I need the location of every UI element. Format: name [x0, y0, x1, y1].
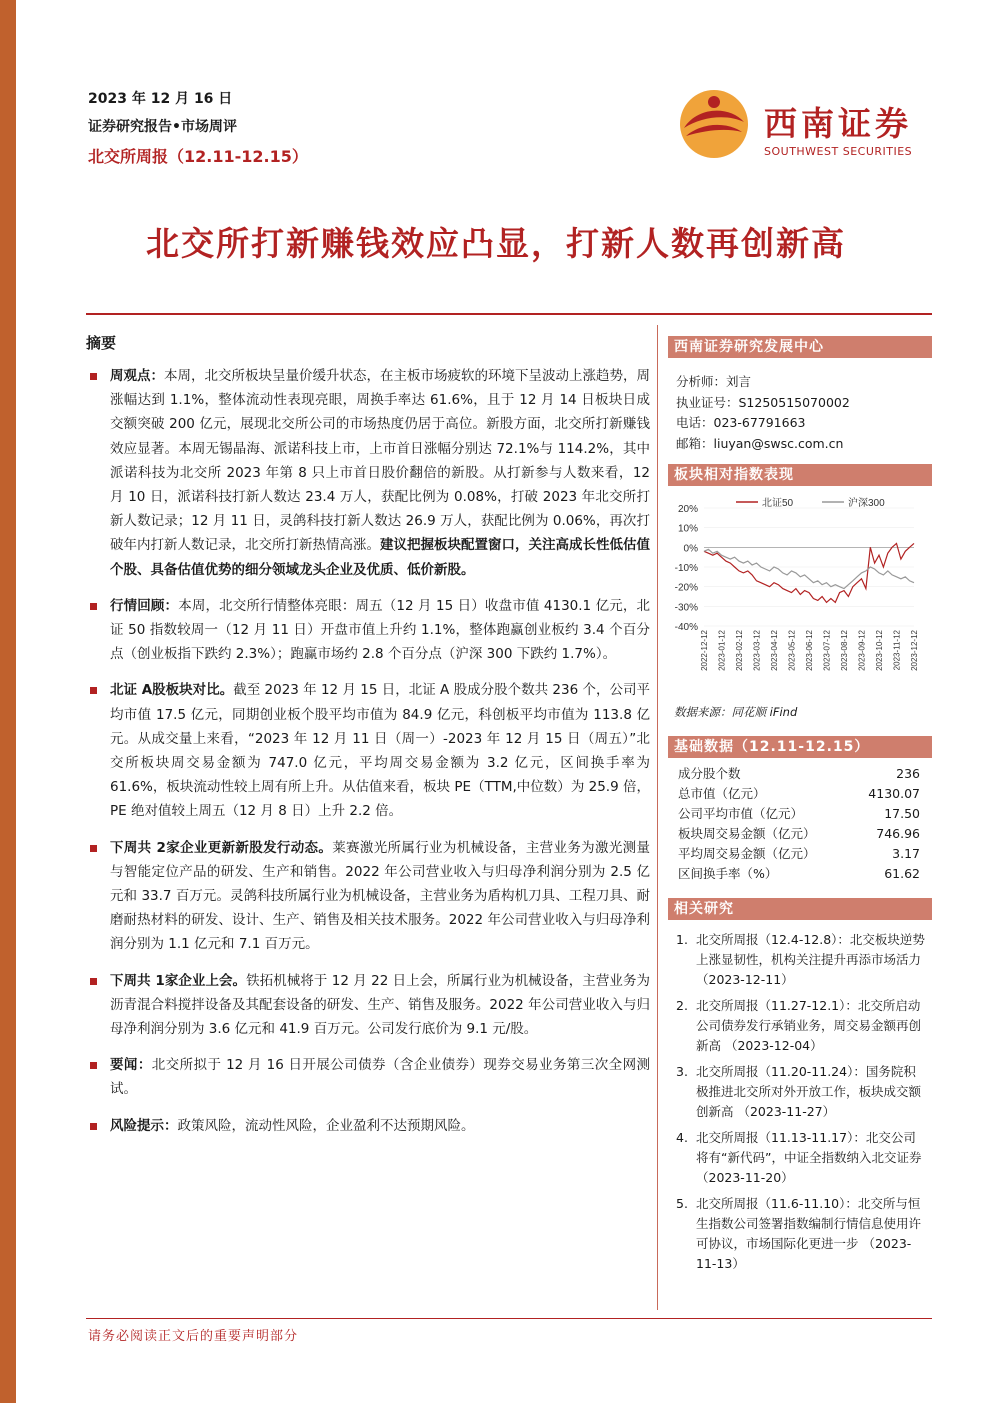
weekly-label: 北交所周报（12.11-12.15） [88, 147, 308, 166]
basic-data-value: 746.96 [876, 826, 920, 841]
analyst-license: 执业证号：S1250515070002 [676, 394, 850, 410]
basic-data-label: 总市值（亿元） [678, 786, 766, 801]
report-date: 2023 年 12 月 16 日 [88, 91, 233, 107]
bullet-icon [90, 687, 97, 694]
data-source: 数据来源：同花顺 iFind [674, 705, 798, 719]
bullet-icon [90, 373, 97, 380]
analyst-email[interactable]: 邮箱：liuyan@swsc.com.cn [676, 435, 844, 451]
item-text: 北交所周报（11.13-11.17）：北交公司将有“新代码”，中证全指数纳入北交证券 （2023-11-20） [696, 1130, 922, 1185]
bullet-icon [90, 1123, 97, 1130]
basic-data-row [668, 764, 932, 784]
x-tick-label: 2022-12-12 [700, 630, 709, 671]
item-text: 北交所周报（11.6-11.10）：北交所与恒生指数公司签署指数编制行情信息使用许可协议，市场国际化更进一步 （2023-11-13） [696, 1196, 922, 1271]
logo-emblem-icon [678, 88, 750, 160]
analyst-name: 分析师：刘言 [676, 374, 752, 389]
y-tick-label: -10% [674, 563, 698, 574]
company-logo [678, 88, 923, 166]
paragraph-lead: 下周共 2家企业更新新股发行动态。 [110, 839, 333, 856]
basic-data-value: 61.62 [884, 866, 920, 881]
summary-paragraph [88, 1053, 650, 1101]
bullet-icon [90, 603, 97, 610]
item-number: 2. [676, 998, 688, 1013]
paragraph-lead: 行情回顾： [110, 597, 179, 614]
basic-data-value: 236 [896, 766, 920, 781]
disclaimer-footer: 请务必阅读正文后的重要声明部分 [88, 1329, 299, 1344]
sidebar [668, 336, 932, 1280]
logo-text-en: SOUTHWEST SECURITIES [764, 145, 913, 158]
title-divider [86, 313, 932, 315]
column-divider [657, 325, 658, 1310]
basic-data-label: 成分股个数 [678, 766, 741, 781]
report-type: 证券研究报告•市场周评 [88, 119, 237, 135]
x-tick-label: 2023-01-12 [717, 630, 727, 671]
paragraph-text: 本周，北交所板块呈量价缓升状态，在主板市场疲软的环境下呈波动上涨趋势，周涨幅达到 1.1%，整体流动性表现亮眼，周换手率达 61.6%，且于 12 月 14 日板块日成交额突破 200 亿元，展现北交所公司的市场热度仍居于高位。新股方面，北交所打新赚钱效应显著。本周无锡晶海、派诺科技上市，上市首日涨幅分别达 72.1%与 114.2%，其中派诺科技为北交所 2023 年第 8 只上市首日股价翻倍的新股。从打新参与人数来看，12 月 10 日，派诺科技打新人数达 23.4 万人，获配比例为 0.08%，打破 2023 年北交所打新人数记录；12 月 11 日，灵鸽科技打新人数达 26.9 万人，获配比例为 0.06%，再次打破年内打新人数记录，北交所打新热情高涨。 [110, 368, 650, 554]
report-title: 北交所打新赚钱效应凸显，打新人数再创新高 [146, 224, 846, 263]
basic-data-row [668, 804, 932, 824]
paragraph-text: 铁拓机械将于 12 月 22 日上会，所属行业为机械设备，主营业务为沥青混合料搅拌设备及其配套设备的研发、生产、销售及服务。2022 年公司营业收入与归母净利润分别为 3.6 亿元和 41.9 百万元。公司发行底价为 9.1 元/股。 [110, 972, 650, 1038]
item-text: 北交所周报（12.4-12.8）：北交板块逆势上涨显韧性，机构关注提升再添市场活力 （2023-12-11） [696, 932, 925, 987]
related-research-item[interactable] [668, 1128, 932, 1188]
relative-index-chart [668, 494, 932, 694]
related-research-item[interactable] [668, 1194, 932, 1274]
basic-data-row [668, 864, 932, 884]
basic-data-row [668, 784, 932, 804]
paragraph-text: 莱赛激光所属行业为机械设备，主营业务为激光测量与智能定位产品的研发、生产和销售。2022 年公司营业收入与归母净利润分别为 2.5 亿元和 33.7 百万元。灵鸽科技所属行业为机械设备，主营业务为盾构机刀具、工程刀具、耐磨耐热材料的研发、设计、生产、销售及相关技术服务。2022 年公司营业收入与归母净利润分别为 1.1 亿元和 7.1 百万元。 [110, 839, 650, 953]
summary-paragraph [88, 594, 650, 667]
basic-data-label: 区间换手率（%） [678, 866, 778, 881]
item-number: 1. [676, 932, 688, 947]
x-tick-label: 2023-12-12 [910, 630, 919, 671]
related-research-item[interactable] [668, 1062, 932, 1122]
series-line-1 [704, 543, 914, 602]
x-tick-label: 2023-08-12 [840, 630, 849, 671]
basic-data-label: 公司平均市值（亿元） [678, 806, 804, 821]
x-tick-label: 2023-10-12 [875, 630, 884, 671]
bullet-icon [90, 845, 97, 852]
basic-data-row [668, 824, 932, 844]
research-center-bar: 西南证券研究发展中心 [668, 336, 932, 358]
basic-data-bar: 基础数据（12.11-12.15） [668, 736, 932, 758]
x-tick-label: 2023-11-12 [892, 630, 902, 671]
related-research-item[interactable] [668, 996, 932, 1056]
summary-body [88, 364, 650, 1150]
legend-label: 北证50 [762, 498, 794, 509]
summary-paragraph [88, 836, 650, 957]
summary-paragraph [88, 969, 650, 1042]
series-line-2 [704, 549, 914, 588]
line-chart [668, 494, 932, 694]
basic-data-label: 平均周交易金额（亿元） [678, 846, 816, 861]
paragraph-emphasis: 建议把握板块配置窗口，关注高成长性低估值个股、具备估值优势的细分领域龙头企业及优质、低价新股。 [110, 537, 650, 578]
y-tick-label: 20% [677, 504, 698, 515]
paragraph-text: 截至 2023 年 12 月 15 日，北证 A 股成分股个数共 236 个，公司平均市值 17.5 亿元，同期创业板个股平均市值为 84.9 亿元，科创板平均市值为 113.8 亿元。从成交量上来看，“2023 年 12 月 11 日（周一）-2023 年 12 月 15 日（周五）”北交所板块周交易金额为 747.0 亿元，平均周交易金额为 3.2 亿元，区间换手率为 61.6%，板块流动性较上周有所上升。从估值来看，板块 PE（TTM,中位数）为 25.9 倍，PE 绝对值较上周五（12 月 8 日）上升 2.2 倍。 [110, 682, 650, 820]
analyst-phone: 电话：023-67791663 [676, 415, 806, 430]
paragraph-lead: 北证 A股板块对比。 [110, 682, 234, 699]
related-research-item[interactable] [668, 930, 932, 990]
basic-data-value: 17.50 [884, 806, 920, 821]
basic-data-table [668, 764, 932, 884]
x-tick-label: 2023-03-12 [752, 630, 762, 671]
y-tick-label: -30% [674, 602, 698, 614]
x-tick-label: 2023-09-12 [857, 630, 867, 671]
related-research-list [668, 930, 932, 1274]
basic-data-label: 板块周交易金额（亿元） [678, 826, 816, 841]
paragraph-lead: 周观点： [110, 368, 164, 384]
bullet-icon [90, 978, 97, 985]
summary-heading: 摘要 [86, 334, 117, 352]
summary-paragraph [88, 1114, 650, 1138]
paragraph-text: 政策风险，流动性风险，企业盈利不达预期风险。 [177, 1117, 475, 1134]
related-research-bar: 相关研究 [668, 898, 932, 920]
y-tick-label: -20% [674, 582, 698, 594]
x-tick-label: 2023-04-12 [770, 630, 779, 671]
paragraph-lead: 要闻： [110, 1057, 152, 1074]
paragraph-text: 北交所拟于 12 月 16 日开展公司债券（含企业债券）现券交易业务第三次全网测试。 [110, 1057, 650, 1098]
item-number: 3. [676, 1064, 688, 1079]
x-tick-label: 2023-07-12 [822, 630, 832, 671]
chart-title-bar: 板块相对指数表现 [668, 464, 932, 486]
logo-text-cn: 西南证券 [764, 104, 912, 143]
item-number: 4. [676, 1130, 688, 1145]
item-text: 北交所周报（11.20-11.24）：国务院积极推进北交所对外开放工作，板块成交额创新高 （2023-11-27） [696, 1064, 922, 1119]
paragraph-lead: 风险提示： [110, 1117, 178, 1134]
summary-paragraph [88, 678, 650, 823]
x-tick-label: 2023-02-12 [735, 630, 744, 671]
basic-data-value: 3.17 [892, 846, 920, 861]
analyst-info [676, 372, 932, 454]
y-tick-label: 0% [683, 543, 698, 555]
item-number: 5. [676, 1196, 688, 1211]
left-accent-bar [0, 0, 16, 1403]
bullet-icon [90, 1062, 97, 1069]
legend-label: 沪深300 [848, 498, 885, 509]
y-tick-label: 10% [677, 523, 698, 535]
y-tick-label: -40% [674, 622, 698, 633]
x-tick-label: 2023-06-12 [805, 630, 814, 671]
basic-data-value: 4130.07 [868, 786, 920, 801]
summary-paragraph [88, 364, 650, 582]
paragraph-text: 本周，北交所行情整体亮眼：周五（12 月 15 日）收盘市值 4130.1 亿元，北证 50 指数较周一（12 月 11 日）开盘市值上升约 1.1%，整体跑赢创业板约 3.4 个百分点（创业板指下跌约 2.3%）；跑赢市场约 2.8 个百分点（沪深 300 下跌约 1.7%）。 [110, 597, 650, 663]
item-text: 北交所周报（11.27-12.1）：北交所启动公司债券发行承销业务，周交易金额再创新高 （2023-12-04） [696, 998, 922, 1053]
basic-data-row [668, 844, 932, 864]
footer-divider [86, 1318, 932, 1319]
paragraph-lead: 下周共 1家企业上会。 [110, 972, 247, 989]
x-tick-label: 2023-05-12 [787, 630, 797, 671]
